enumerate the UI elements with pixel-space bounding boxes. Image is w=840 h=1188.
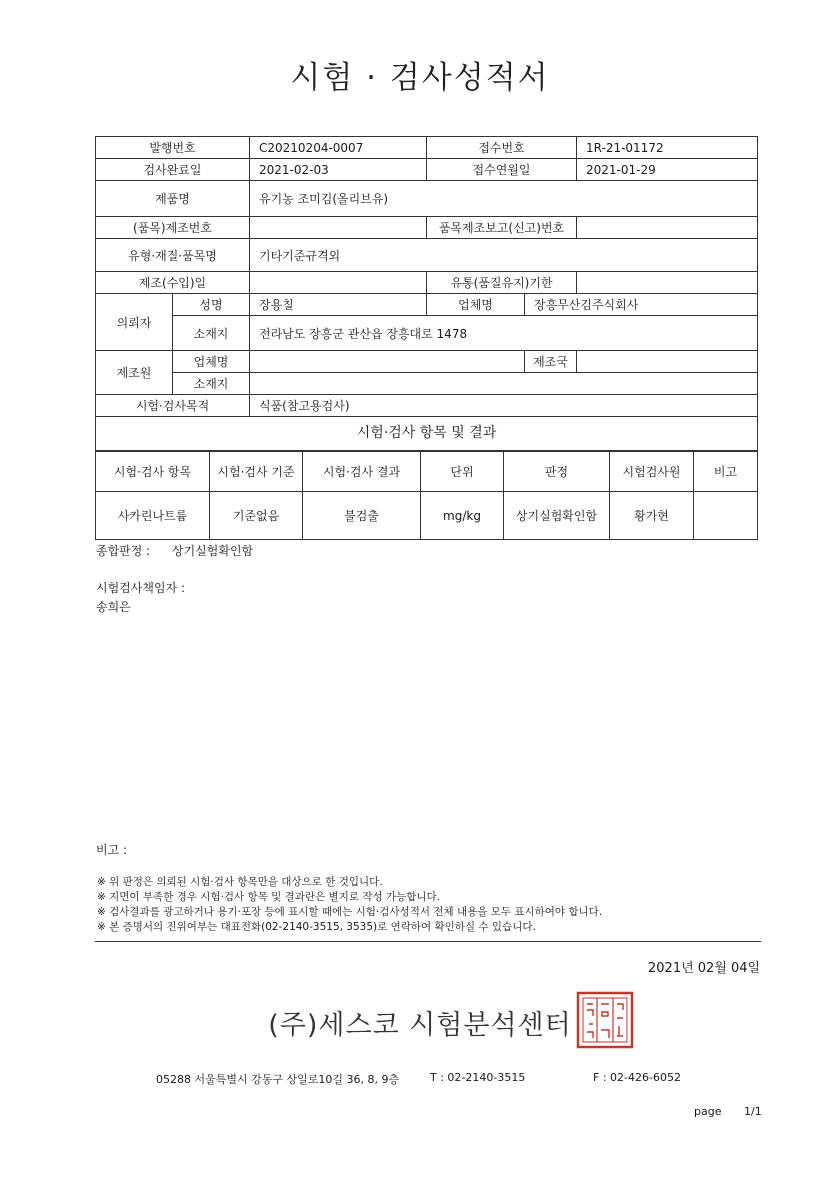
maker-addr-label: 소재지 xyxy=(173,373,250,395)
footer-address: 05288 서울특별시 강동구 상일로10길 36, 8, 9층 xyxy=(156,1073,400,1086)
note-item: ※ 본 증명서의 진위여부는 대표전화(02-2140-3515, 3535)로 연락하여 확인하실 수 있습니다. xyxy=(97,921,536,933)
results-row xyxy=(96,492,758,540)
table-row xyxy=(96,272,758,294)
document-title: 시험 · 검사성적서 xyxy=(290,60,550,96)
product-name: 유기농 조미김(올리브유) xyxy=(250,181,758,217)
client-name-label: 성명 xyxy=(173,294,250,316)
client-addr-label: 소재지 xyxy=(173,316,250,351)
results-section-title: 시험·검사 항목 및 결과 xyxy=(95,416,758,451)
table-row xyxy=(96,137,758,159)
product-label: 제품명 xyxy=(96,181,250,217)
result-remark xyxy=(694,492,758,540)
table-row xyxy=(96,159,758,181)
client-company: 장흥무산김주식회사 xyxy=(525,294,758,316)
overall-label: 종합판정 : xyxy=(96,544,151,558)
info-table xyxy=(95,136,758,417)
remarks-label: 비고 : xyxy=(96,843,128,857)
result-standard: 기준없음 xyxy=(210,492,303,540)
completion-label: 검사완료일 xyxy=(96,159,250,181)
receipt-date-label: 접수연월일 xyxy=(427,159,577,181)
note-item: ※ 위 판정은 의뢰된 시험·검사 항목만을 대상으로 한 것입니다. xyxy=(97,876,383,888)
report-no-label: 품목제조보고(신고)번호 xyxy=(427,217,577,239)
maker-company xyxy=(250,351,525,373)
maker-label: 제조원 xyxy=(96,351,173,395)
client-company-label: 업체명 xyxy=(427,294,525,316)
report-no xyxy=(577,217,758,239)
notes-list xyxy=(97,875,602,935)
col-header: 단위 xyxy=(421,452,504,492)
table-row xyxy=(96,217,758,239)
client-address: 전라남도 장흥군 관산읍 장흥대로 1478 xyxy=(250,316,758,351)
mfg-date xyxy=(250,272,427,294)
table-row xyxy=(96,181,758,217)
col-header: 시험·검사 결과 xyxy=(303,452,421,492)
note-item: ※ 검사결과를 광고하거나 용기·포장 등에 표시할 때에는 시험·검사성적서 전체 내용을 모두 표시하여야 합니다. xyxy=(97,906,603,918)
responsible-label: 시험검사책임자 : xyxy=(96,581,186,595)
footer-fax: F : 02-426-6052 xyxy=(593,1071,681,1084)
maker-country xyxy=(577,351,758,373)
issue-no: C20210204-0007 xyxy=(250,137,427,159)
purpose-label: 시험·검사목적 xyxy=(96,395,250,417)
maker-company-label: 업체명 xyxy=(173,351,250,373)
table-row xyxy=(96,316,758,351)
type-value: 기타기준규격외 xyxy=(250,239,758,272)
col-header: 비고 xyxy=(694,452,758,492)
table-row xyxy=(96,395,758,417)
receipt-no: 1R-21-01172 xyxy=(577,137,758,159)
table-row xyxy=(96,373,758,395)
mfg-date-label: 제조(수입)일 xyxy=(96,272,250,294)
page-number: 1/1 xyxy=(744,1105,762,1118)
col-header: 시험·검사 기준 xyxy=(210,452,303,492)
maker-address xyxy=(250,373,758,395)
result-inspector: 황가현 xyxy=(610,492,694,540)
results-header-row xyxy=(96,452,758,492)
footer-tel: T : 02-2140-3515 xyxy=(430,1071,526,1084)
col-header: 시험검사원 xyxy=(610,452,694,492)
result-unit: mg/kg xyxy=(421,492,504,540)
expiry xyxy=(577,272,758,294)
receipt-no-label: 접수번호 xyxy=(427,137,577,159)
purpose: 식품(참고용검사) xyxy=(250,395,758,417)
table-row xyxy=(96,294,758,316)
issue-date: 2021년 02월 04일 xyxy=(648,961,761,976)
table-row xyxy=(96,239,758,272)
expiry-label: 유통(품질유지)기한 xyxy=(427,272,577,294)
page-label: page xyxy=(694,1105,722,1118)
result-value: 불검출 xyxy=(303,492,421,540)
client-name: 장용칠 xyxy=(250,294,427,316)
responsible-name: 송희은 xyxy=(96,600,131,614)
mfg-no xyxy=(250,217,427,239)
note-item: ※ 지면이 부족한 경우 시험·검사 항목 및 결과란은 별지로 작성 가능합니다. xyxy=(97,891,440,903)
overall-value: 상기실험확인함 xyxy=(172,544,254,558)
table-row xyxy=(96,351,758,373)
receipt-date: 2021-01-29 xyxy=(577,159,758,181)
result-judgement: 상기실험확인함 xyxy=(504,492,610,540)
divider xyxy=(95,941,761,942)
client-label: 의뢰자 xyxy=(96,294,173,351)
maker-country-label: 제조국 xyxy=(525,351,577,373)
company-name: (주)세스코 시험분석센터 xyxy=(268,1010,572,1041)
completion-date: 2021-02-03 xyxy=(250,159,427,181)
type-label: 유형·재질·품목명 xyxy=(96,239,250,272)
results-table xyxy=(95,451,758,540)
col-header: 판정 xyxy=(504,452,610,492)
col-header: 시험·검사 항목 xyxy=(96,452,210,492)
result-item: 사카린나트륨 xyxy=(96,492,210,540)
mfg-no-label: (품목)제조번호 xyxy=(96,217,250,239)
company-seal-icon xyxy=(575,990,635,1050)
issue-no-label: 발행번호 xyxy=(96,137,250,159)
